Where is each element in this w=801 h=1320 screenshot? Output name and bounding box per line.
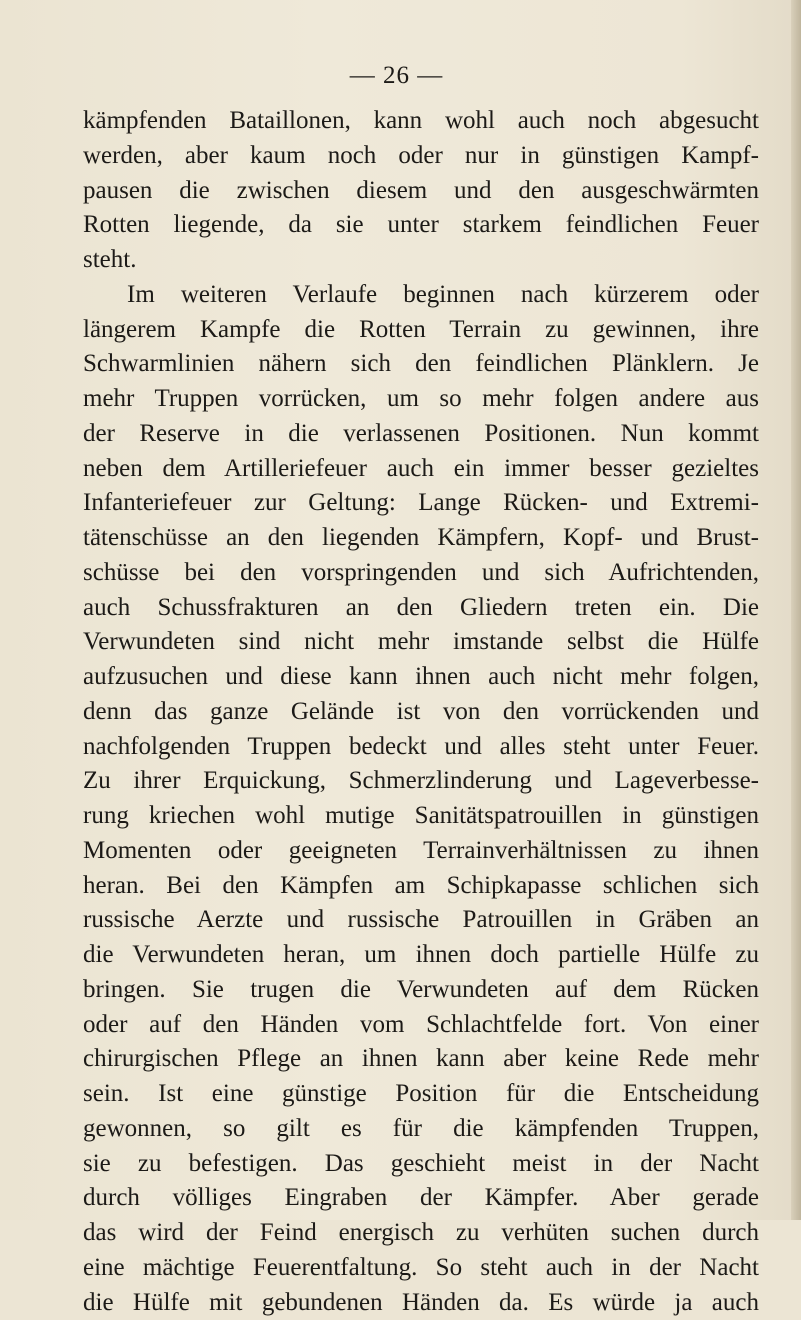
body-text — [83, 104, 759, 1320]
text-line: werden, aber kaum noch oder nur in günstigen Kampf- — [83, 139, 759, 174]
text-line: rung kriechen wohl mutige Sanitätspatrouillen in günstigen — [83, 799, 759, 834]
text-line: sein. Ist eine günstige Position für die Entscheidung — [83, 1077, 759, 1112]
text-line: kämpfenden Bataillonen, kann wohl auch noch abgesucht — [83, 104, 759, 139]
text-line: die Hülfe mit gebundenen Händen da. Es würde ja auch — [83, 1286, 759, 1320]
page-edge-shadow — [791, 0, 801, 1220]
text-line: russische Aerzte und russische Patrouillen in Gräben an — [83, 903, 759, 938]
text-line: das wird der Feind energisch zu verhüten suchen durch — [83, 1216, 759, 1251]
text-line: aufzusuchen und diese kann ihnen auch nicht mehr folgen, — [83, 660, 759, 695]
text-line: sie zu befestigen. Das geschieht meist in der Nacht — [83, 1147, 759, 1182]
text-line: durch völliges Eingraben der Kämpfer. Aber gerade — [83, 1181, 759, 1216]
text-line: mehr Truppen vorrücken, um so mehr folgen andere aus — [83, 382, 759, 417]
text-line: Verwundeten sind nicht mehr imstande selbst die Hülfe — [83, 625, 759, 660]
text-line: Im weiteren Verlaufe beginnen nach kürzerem oder — [83, 278, 759, 313]
text-line: neben dem Artilleriefeuer auch ein immer besser gezieltes — [83, 452, 759, 487]
text-line: bringen. Sie trugen die Verwundeten auf dem Rücken — [83, 973, 759, 1008]
text-line: chirurgischen Pflege an ihnen kann aber keine Rede mehr — [83, 1042, 759, 1077]
text-line: eine mächtige Feuerentfaltung. So steht auch in der Nacht — [83, 1251, 759, 1286]
text-line: tätenschüsse an den liegenden Kämpfern, Kopf- und Brust- — [83, 521, 759, 556]
text-line: denn das ganze Gelände ist von den vorrückenden und — [83, 695, 759, 730]
text-line: gewonnen, so gilt es für die kämpfenden Truppen, — [83, 1112, 759, 1147]
page-number: — 26 — — [0, 62, 797, 90]
text-line: oder auf den Händen vom Schlachtfelde fort. Von einer — [83, 1008, 759, 1043]
text-line: Schwarmlinien nähern sich den feindlichen Plänklern. Je — [83, 347, 759, 382]
text-line: der Reserve in die verlassenen Positionen. Nun kommt — [83, 417, 759, 452]
text-line: Zu ihrer Erquickung, Schmerzlinderung und Lageverbesse- — [83, 764, 759, 799]
text-line: Momenten oder geeigneten Terrainverhältnissen zu ihnen — [83, 834, 759, 869]
text-line: die Verwundeten heran, um ihnen doch partielle Hülfe zu — [83, 938, 759, 973]
text-line: heran. Bei den Kämpfen am Schipkapasse schlichen sich — [83, 869, 759, 904]
text-line: auch Schussfrakturen an den Gliedern treten ein. Die — [83, 591, 759, 626]
text-line: schüsse bei den vorspringenden und sich Aufrichtenden, — [83, 556, 759, 591]
text-line: längerem Kampfe die Rotten Terrain zu gewinnen, ihre — [83, 313, 759, 348]
text-line: pausen die zwischen diesem und den ausgeschwärmten — [83, 174, 759, 209]
text-line: nachfolgenden Truppen bedeckt und alles steht unter Feuer. — [83, 730, 759, 765]
text-line: Infanteriefeuer zur Geltung: Lange Rücken- und Extremi- — [83, 486, 759, 521]
text-line: Rotten liegende, da sie unter starkem feindlichen Feuer — [83, 208, 759, 243]
text-line: steht. — [83, 243, 759, 278]
